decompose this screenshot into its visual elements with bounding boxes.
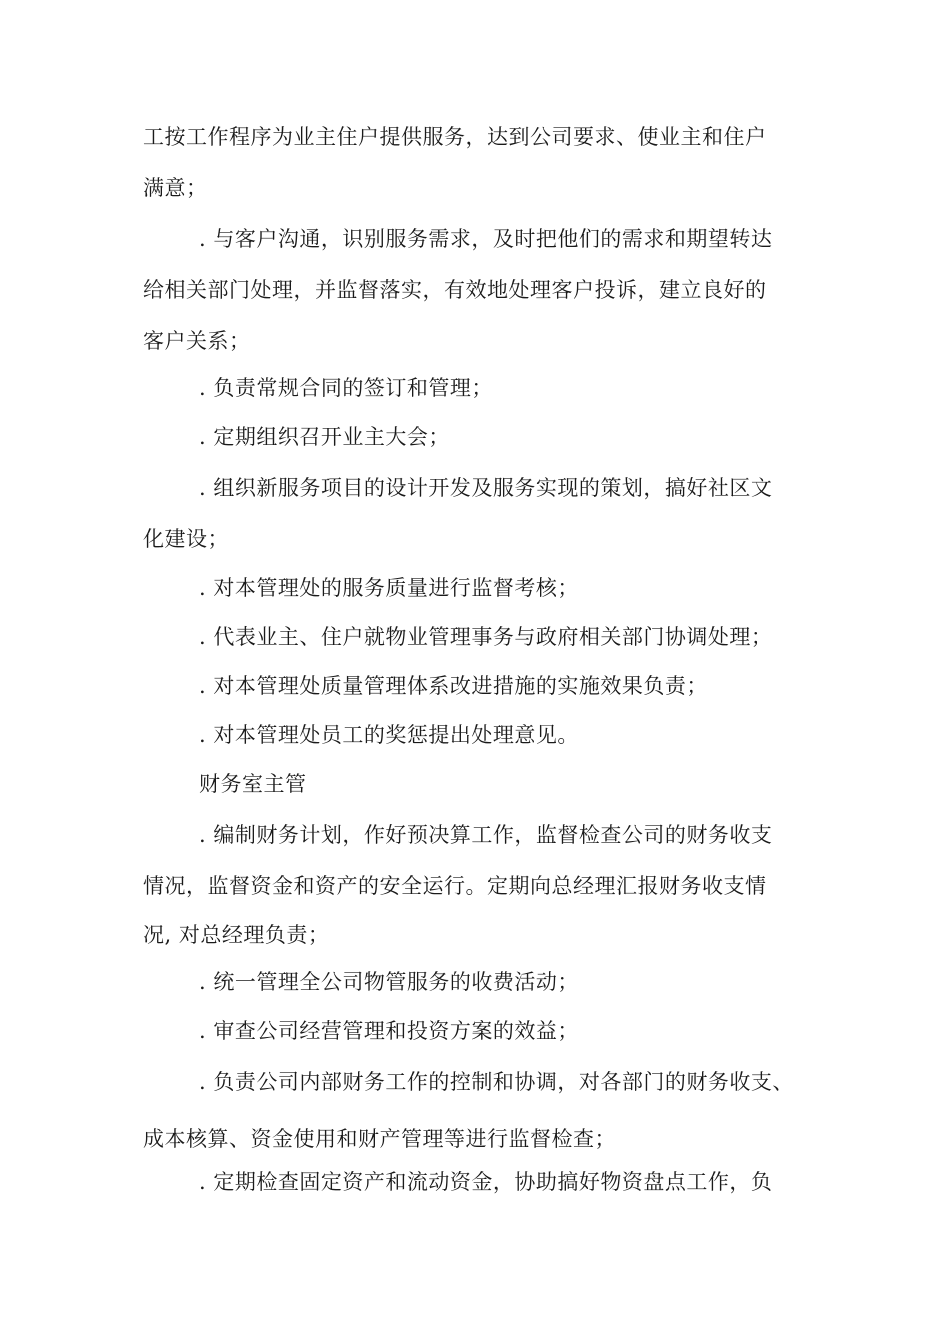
text-line: . 负责常规合同的签订和管理； [199, 376, 493, 400]
text-line: . 定期组织召开业主大会； [199, 425, 450, 449]
text-line: 客户关系； [143, 329, 251, 353]
text-line: . 组织新服务项目的设计开发及服务实现的策划，搞好社区文 [199, 476, 773, 500]
text-line: . 审查公司经营管理和投资方案的效益； [199, 1019, 579, 1043]
text-line: . 对本管理处的服务质量进行监督考核； [199, 576, 579, 600]
text-line: 成本核算、资金使用和财产管理等进行监督检查； [143, 1127, 616, 1151]
text-line: . 统一管理全公司物管服务的收费活动； [199, 970, 579, 994]
text-line: 化建设； [143, 527, 229, 551]
section-heading: 财务室主管 [199, 772, 307, 796]
text-line: . 编制财务计划，作好预决算工作，监督检查公司的财务收支 [199, 823, 773, 847]
text-line: . 定期检查固定资产和流动资金，协助搞好物资盘点工作，负 [199, 1170, 773, 1194]
text-line: 况, 对总经理负责； [143, 923, 330, 947]
text-line: . 与客户沟通，识别服务需求，及时把他们的需求和期望转达 [199, 227, 773, 251]
text-line: 情况，监督资金和资产的安全运行。定期向总经理汇报财务收支情 [143, 874, 767, 898]
text-line: . 对本管理处员工的奖惩提出处理意见。 [199, 723, 579, 747]
text-line: 满意； [143, 176, 208, 200]
text-line: . 负责公司内部财务工作的控制和协调，对各部门的财务收支、 [199, 1070, 794, 1094]
text-line: . 对本管理处质量管理体系改进措施的实施效果负责； [199, 674, 708, 698]
text-line: 工按工作程序为业主住户提供服务，达到公司要求、使业主和住户 [143, 125, 767, 149]
text-line: 给相关部门处理，并监督落实，有效地处理客户投诉，建立良好的 [143, 278, 767, 302]
text-line: . 代表业主、住户就物业管理事务与政府相关部门协调处理； [199, 625, 773, 649]
